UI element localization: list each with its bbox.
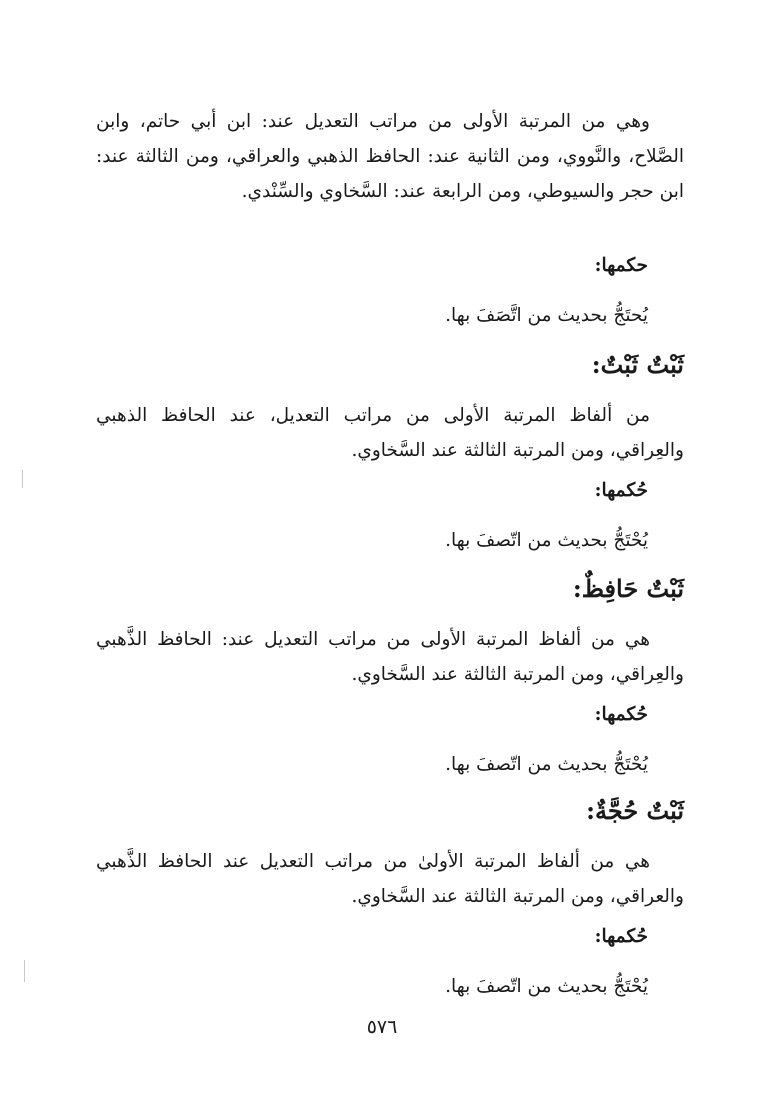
entry-paragraph-thabt-thabt: من ألفاظ المرتبة الأولى من مراتب التعديل، عند الحافظ الذهبي والعِراقي، ومن المرتبة الثالثة عند السَّخاوي. (96, 405, 684, 461)
entry-paragraph-thabt-hujja: هي من ألفاظ المرتبة الأولىٰ من مراتب التعديل عند الحافظ الذَّهبي والعراقي، ومن المرتبة الثالثة عند السَّخاوي. (96, 851, 684, 907)
entry-paragraph-thabt-hafiz: هي من ألفاظ المرتبة الأولى من مراتب التعديل عند: الحافظ الذَّهبي والعِراقي، ومن المرتبة الثالثة عند السَّخاوي. (96, 629, 684, 685)
scan-artifact (22, 470, 23, 488)
intro-ruling-label: حكمها: (594, 255, 648, 276)
intro-ruling-text: يُحتَجُّ بحديث من اتَّصَفَ بها. (445, 305, 648, 326)
entry-ruling-label-thabt-hujja: حُكمها: (594, 926, 648, 947)
page-number: ٥٧٦ (366, 1016, 398, 1038)
entry-ruling-label-thabt-hafiz: حُكمها: (594, 704, 648, 725)
entry-ruling-text-thabt-hafiz: يُحْتَجُّ بحديث من اتّصفَ بها. (445, 754, 648, 775)
scan-artifact (24, 960, 25, 982)
entry-heading-thabt-thabt: ثَبْتٌ ثَبْتٌ: (591, 350, 684, 379)
entry-ruling-label-thabt-thabt: حُكمها: (594, 480, 648, 501)
entry-ruling-text-thabt-thabt: يُحْتَجُّ بحديث من اتّصفَ بها. (445, 530, 648, 551)
intro-paragraph: وهي من المرتبة الأولى من مراتب التعديل عند: ابن أبي حاتم، وابن الصَّلاح، والنَّووي، ومن الثانية عند: الحافظ الذهبي والعراقي، ومن الثالثة عند: ابن حجر والسيوطي، ومن الرابعة عند: السَّخاوي والسِّنْدي. (96, 111, 684, 202)
entry-heading-thabt-hujja: ثَبْتٌ حُجَّةٌ: (586, 796, 684, 825)
entry-heading-thabt-hafiz: ثَبْتٌ حَافِظٌ: (572, 574, 684, 603)
entry-ruling-text-thabt-hujja: يُحْتَجُّ بحديث من اتّصفَ بها. (445, 976, 648, 997)
